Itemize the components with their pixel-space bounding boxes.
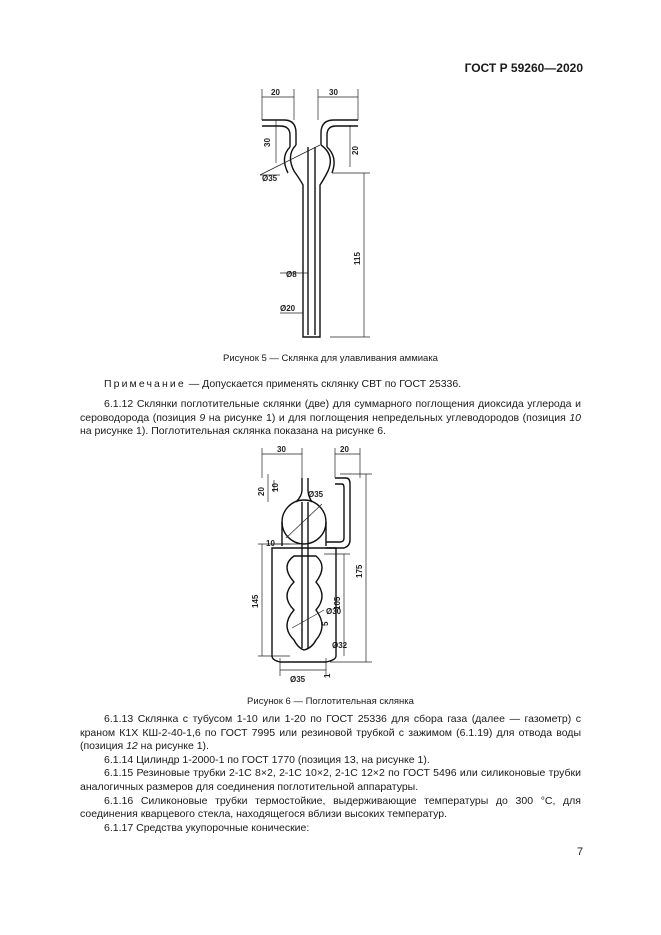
fig6-dim-top-left: 30 [277,445,286,454]
p6112-text-2: на рисунке 1) и для поглощения непредельных углеводородов (позиция [205,411,570,424]
note-label: Примечание [104,378,186,390]
paragraph-6-1-17: 6.1.17 Средства укупорочные конические: [104,821,310,834]
p6112-italic-2: 10 [569,411,582,424]
p6113-text-1: 6.1.13 Склянка с тубусом 1-10 или 1-20 по ГОСТ 25336 для сбора газа (далее — газометр) с краном К1Х КШ-2-40-1,6 по ГОСТ 7995 или резиновой трубкой с зажимом (6.1.19) для отвода воды (позиция [80,713,581,753]
p6112-text-1: 6.1.12 Склянки поглотительные склянки (две) для суммарного поглощения диоксида углерода и сероводорода (позиция [80,398,581,424]
fig5-glassware-outline [262,120,358,337]
fig5-leader-lines [260,145,320,313]
paragraphs-6-1-13-to-17 [80,713,581,835]
fig6-dim-total-height: 175 [355,564,364,578]
fig6-dim-small-5: 5 [321,621,330,626]
fig6-dim-body-height: 105 [333,596,342,610]
fig5-dim-tube: Ø8 [286,270,297,279]
fig6-dim-base-diameter: Ø32 [332,641,348,650]
page-number: 7 [577,846,584,858]
fig6-dim-left-h2: 10 [271,483,280,492]
fig6-glassware-outline [272,478,350,662]
fig5-dim-stem-length: 115 [353,252,362,265]
figure-6-caption: Рисунок 6 — Поглотительная склянка [247,696,414,707]
paragraph-6-1-13 [80,713,581,754]
fig6-leader-lines [286,504,324,628]
fig6-dim-inner-diameter: Ø30 [326,607,342,616]
fig5-dim-left-height: 30 [263,138,272,147]
figure-5-drawing [200,85,400,350]
standard-header: ГОСТ Р 59260—2020 [464,61,583,75]
fig6-dim-small-1: 1 [323,673,332,678]
paragraph-6-1-16: 6.1.16 Силиконовые трубки термостойкие, выдерживающие температуры до 300 °С, для соединения кварцевого стекла, находящегося вблизи высоких температур. [80,794,581,821]
fig6-dim-bulb: Ø35 [308,490,324,499]
paragraph-6-1-12 [80,398,581,439]
fig5-dim-right-height: 20 [351,146,360,155]
p6112-italic-1: 9 [199,411,206,424]
paragraph-6-1-15: 6.1.15 Резиновые трубки 2-1С 8×2, 2-1С 10×2, 2-1С 12×2 по ГОСТ 5496 или силиконовые трубки аналогичных размеров для соединения поглотительной аппаратуры. [80,767,581,793]
p6112-text-3: на рисунке 1). Поглотительная склянка показана на рисунке 6. [80,425,386,438]
figure-6-drawing [240,444,390,690]
fig5-dim-bulb: Ø35 [262,174,278,183]
fig6-dim-top-right: 20 [340,445,349,454]
note-paragraph [80,378,581,390]
paragraph-6-1-14: 6.1.14 Цилиндр 1-2000-1 по ГОСТ 1770 (позиция 13, на рисунке 1). [104,753,430,766]
note-text: — Допускается применять склянку СВТ по ГОСТ 25336. [185,378,462,390]
fig6-dim-inlet-gap: 10 [266,539,275,548]
p6113-text-2: на рисунке 1). [137,740,209,753]
fig6-dim-left-height: 145 [251,594,260,608]
figure-5-caption: Рисунок 5 — Склянка для улавливания аммиака [223,353,438,364]
fig5-dim-top-right: 30 [329,88,338,97]
fig5-dim-top-left: 20 [271,88,280,97]
p6113-italic: 12 [126,740,138,753]
fig5-dim-stem-diameter: Ø20 [280,304,296,313]
fig6-dim-bottom-diameter: Ø35 [290,675,306,684]
fig6-dim-left-h1: 20 [257,487,266,496]
